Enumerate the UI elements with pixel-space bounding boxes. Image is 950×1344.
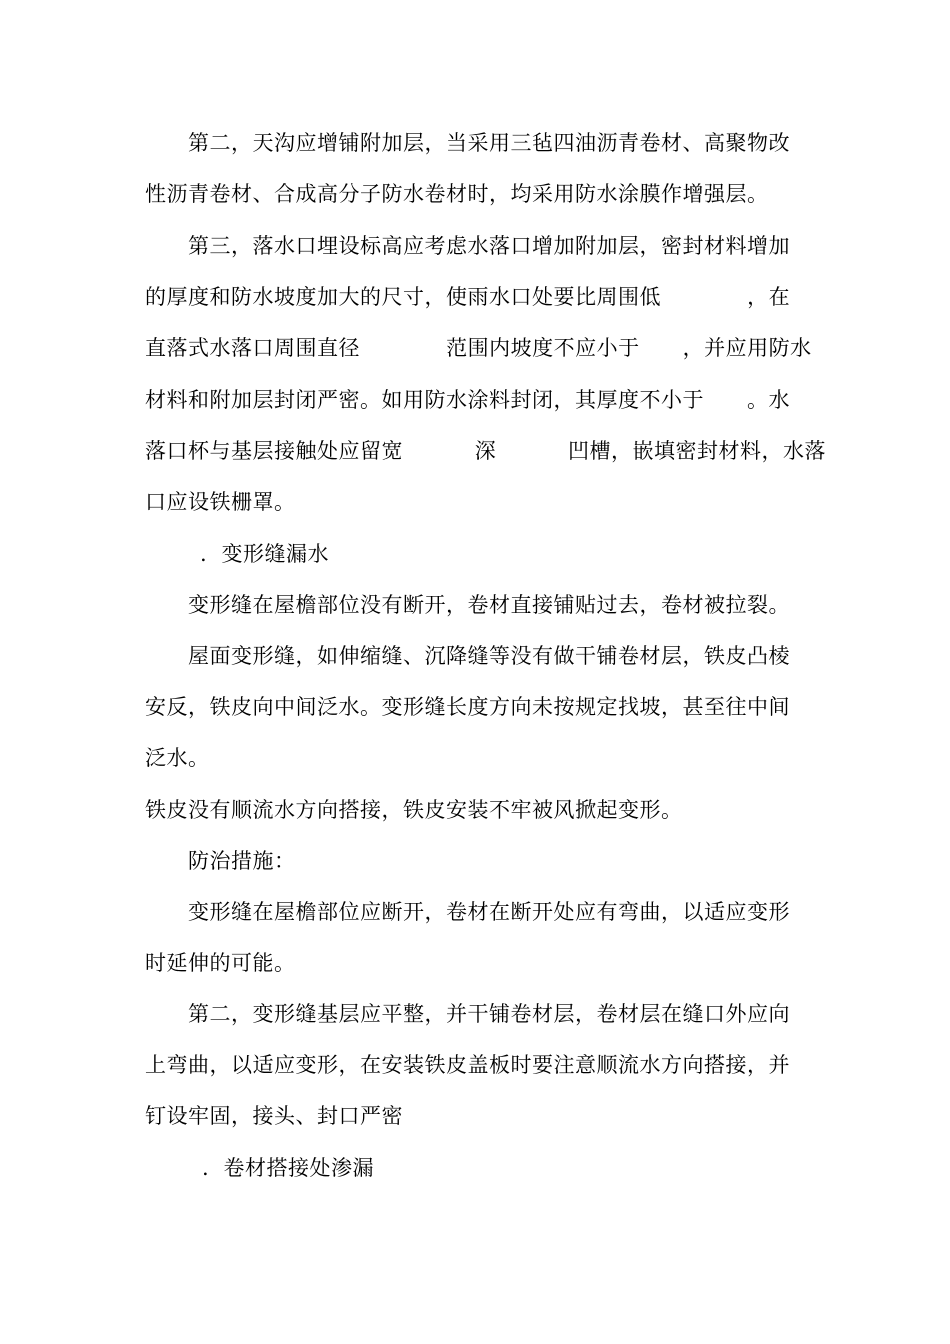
text-line: 第三，落水口埋设标高应考虑水落口增加附加层，密封材料增加 xyxy=(188,234,790,258)
text-line: 第二，天沟应增铺附加层，当采用三毡四油沥青卷材、高聚物改 xyxy=(188,131,790,155)
text-line: 直落式水落口周围直径 范围内坡度不应小于 ，并应用防水 xyxy=(145,336,812,360)
text-line: 时延伸的可能。 xyxy=(145,951,296,975)
section-heading: . 变形缝漏水 xyxy=(200,542,330,566)
text-line: 铁皮没有顺流水方向搭接，铁皮安装不牢被风掀起变形。 xyxy=(145,798,683,822)
text-line: 变形缝在屋檐部位没有断开，卷材直接铺贴过去，卷材被拉裂。 xyxy=(188,593,790,617)
text-line: 屋面变形缝，如伸缩缝、沉降缝等没有做干铺卷材层，铁皮凸棱 xyxy=(188,644,790,668)
text-line: 钉设牢固，接头、封口严密 xyxy=(145,1104,403,1128)
text-line: 落口杯与基层接触处应留宽 深 凹槽，嵌填密封材料，水落 xyxy=(145,439,827,463)
text-line: 安反，铁皮向中间泛水。变形缝长度方向未按规定找坡，甚至往中间 xyxy=(145,695,790,719)
text-line: 性沥青卷材、合成高分子防水卷材时，均采用防水涂膜作增强层。 xyxy=(145,182,769,206)
text-line: 材料和附加层封闭严密。如用防水涂料封闭，其厚度不小于 。水 xyxy=(145,388,791,412)
text-line: 口应设铁栅罩。 xyxy=(145,490,296,514)
text-line: 泛水。 xyxy=(145,746,210,770)
subheading: 防治措施： xyxy=(188,849,296,873)
text-line: 第二，变形缝基层应平整，并干铺卷材层，卷材层在缝口外应向 xyxy=(188,1002,790,1026)
section-heading: . 卷材搭接处渗漏 xyxy=(202,1156,375,1180)
text-line: 上弯曲，以适应变形，在安装铁皮盖板时要注意顺流水方向搭接，并 xyxy=(145,1053,790,1077)
text-line: 的厚度和防水坡度加大的尺寸，使雨水口处要比周围低 ，在 xyxy=(145,285,791,309)
text-line: 变形缝在屋檐部位应断开，卷材在断开处应有弯曲，以适应变形 xyxy=(188,900,790,924)
